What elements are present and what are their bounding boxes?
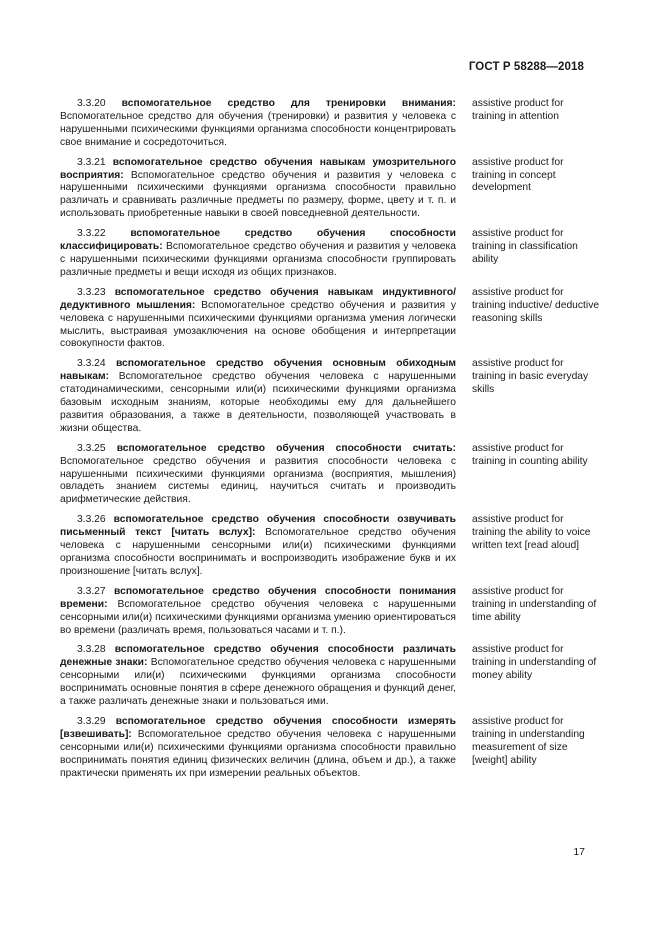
term-number: 3.3.27 <box>77 585 106 597</box>
term-number: 3.3.25 <box>77 442 106 454</box>
term-text: Вспомогательное средство обучения и развития у человека с нарушенными психическими функциями организма способности группировать различные предметы и вещи исходя из общих признаков. <box>60 241 456 278</box>
term-text: Вспомогательное средство обучения человека с нарушенными сенсорными или(и) психическими функциями организма способности воспринимать основные понятия в сфере денежного обращения и функций денег, а также различать денежные знаки и пользоваться ими. <box>60 657 456 708</box>
term-text: Вспомогательное средство обучения и развития у человека с нарушенными психическими функциями организма умения логически мыслить, выстраивая умозаключения на основе обобщения и интерпретации совокупности фактов. <box>60 299 456 350</box>
term-number: 3.3.22 <box>77 228 106 240</box>
term-text: Вспомогательное средство обучения человека с нарушенными статодинамическими, сенсорными или(и) психическими функциями организма базовым исходным знаниям, которые необходимы ему для дальнейшего развития образования, а также в деятельности, позволяющей участвовать в жизни общества. <box>60 371 456 434</box>
terms-list <box>60 98 600 788</box>
term-definition <box>60 358 456 435</box>
term-entry <box>60 586 600 638</box>
term-english-equivalent: assistive product for training in classification ability <box>472 228 578 265</box>
term-entry <box>60 443 600 508</box>
term-text: Вспомогательное средство для обучения (тренировки) и развития у человека с нарушенными психическими функциями организма способности концентрировать свое внимание и сосредоточиться. <box>60 110 456 148</box>
term-text: Вспомогательное средство обучения и развития способности человека с нарушенными психическими функциями организма (восприятия, мышления) овладеть знанием системы единиц, научиться считать и производить арифметические действия. <box>60 455 456 506</box>
term-definition <box>60 716 456 781</box>
term-definition <box>60 443 456 508</box>
term-definition <box>60 644 456 709</box>
term-english-equivalent: assistive product for training in counting ability <box>472 442 588 467</box>
term-english-equivalent: assistive product for training in attention <box>472 98 564 122</box>
term-entry <box>60 157 600 222</box>
term-definition <box>60 514 456 579</box>
term-number: 3.3.26 <box>77 514 106 526</box>
term-title: вспомогательное средство обучения навыкам индуктивного/дедуктивного мышления: <box>60 286 456 311</box>
term-entry <box>60 287 600 352</box>
term-definition <box>60 157 456 222</box>
term-english-equivalent: assistive product for training in understanding of money ability <box>472 644 597 682</box>
term-entry <box>60 644 600 709</box>
term-title: вспомогательное средство обучения основным обиходным навыкам: <box>60 358 456 383</box>
term-entry <box>60 716 600 781</box>
term-entry <box>60 98 600 150</box>
term-text: Вспомогательное средство обучения человека с нарушенными сенсорными или(и) психическими функциями организма способности воспринимать и воспроизводить изображение букв и их произношение [читать вслух]. <box>60 527 456 577</box>
term-number: 3.3.20 <box>77 98 106 109</box>
term-number: 3.3.28 <box>77 644 106 656</box>
term-english-equivalent: assistive product for training in understanding of time ability <box>472 585 597 623</box>
term-title: вспомогательное средство для тренировки внимания: <box>121 98 456 109</box>
term-english-equivalent: assistive product for training inductive/ deductive reasoning skills <box>472 286 600 324</box>
term-number: 3.3.21 <box>77 156 106 168</box>
term-number: 3.3.29 <box>77 715 106 727</box>
document-standard-number: ГОСТ Р 58288—2018 <box>468 61 584 73</box>
term-title: вспомогательное средство обучения навыкам умозрительного восприятия: <box>60 156 456 181</box>
term-definition <box>60 287 456 352</box>
term-text: Вспомогательное средство обучения и развития у человека с нарушенными психическими функциями организма способности правильно различать и сравнивать различные предметы по размеру, форме, цвету и т. п. и использовать приобретенные навыки в своей повседневной деятельности. <box>60 169 456 220</box>
term-title: вспомогательное средство обучения способности озвучивать письменный текст [читать вслух]: <box>60 514 456 539</box>
term-entry <box>60 228 600 280</box>
term-title: вспомогательное средство обучения способности различать денежные знаки: <box>60 644 456 669</box>
term-title: вспомогательное средство обучения способности измерять [взвешивать]: <box>60 715 456 740</box>
term-number: 3.3.23 <box>77 286 106 298</box>
term-number: 3.3.24 <box>77 358 106 370</box>
term-english-equivalent: assistive product for training in basic everyday skills <box>472 358 589 396</box>
term-text: Вспомогательное средство обучения человека с нарушенными сенсорными или(и) психическими функциями организма умению ориентироваться во времени (различать время, пользоваться часами и т. п.). <box>60 598 456 636</box>
term-text: Вспомогательное средство обучения человека с нарушенными сенсорными или(и) психическими функциями организма способности правильно воспринимать понятия единиц физических величин (длина, объем и др.), а также практически применять их при измерении реальных объектов. <box>60 728 456 779</box>
term-entry <box>60 514 600 579</box>
term-english-equivalent: assistive product for training in concept development <box>472 156 564 194</box>
page-number: 17 <box>573 846 585 858</box>
term-definition <box>60 98 456 150</box>
term-english-equivalent: assistive product for training the ability to voice written text [read aloud] <box>472 514 591 552</box>
term-english-equivalent: assistive product for training in understanding measurement of size [weight] ability <box>472 715 585 766</box>
term-title: вспомогательное средство обучения способности понимания времени: <box>60 585 456 610</box>
term-entry <box>60 358 600 435</box>
term-definition <box>60 586 456 638</box>
term-title: вспомогательное средство обучения способности считать: <box>116 442 456 454</box>
term-title: вспомогательное средство обучения способности классифицировать: <box>60 228 456 253</box>
term-definition <box>60 228 456 280</box>
